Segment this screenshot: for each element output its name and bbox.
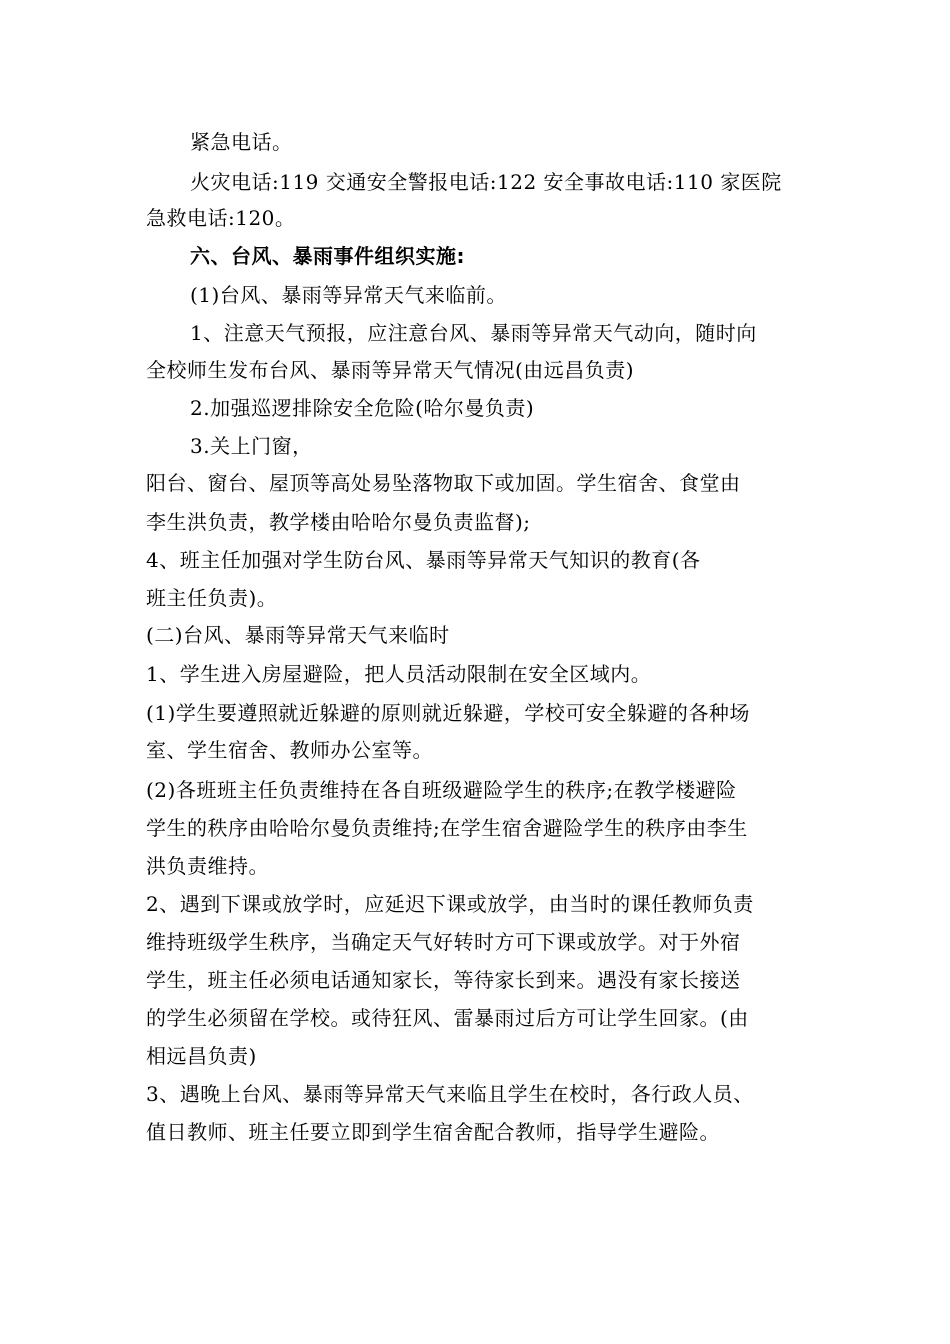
text-line-item-1a: 1、注意天气预报，应注意台风、暴雨等异常天气动向，随时向 — [190, 321, 757, 345]
text-line-phone-numbers: 火灾电话:119 交通安全警报电话:122 安全事故电话:110 家医院 — [190, 170, 782, 194]
text-line-item-3-night-a: 3、遇晚上台风、暴雨等异常天气来临且学生在校时，各行政人员、 — [146, 1082, 754, 1106]
text-line-sub-2a: (2)各班班主任负责维持在各自班级避险学生的秩序;在教学楼避险 — [146, 778, 737, 802]
text-line-ambulance: 急救电话:120。 — [146, 206, 296, 230]
text-line-item-2-class-d: 的学生必须留在学校。或待狂风、雷暴雨过后方可让学生回家。(由 — [146, 1006, 749, 1030]
text-line-sub-2c: 洪负责维持。 — [146, 854, 269, 878]
text-line-item-2-class-a: 2、遇到下课或放学时，应延迟下课或放学，由当时的课任教师负责 — [146, 892, 754, 916]
section-heading-typhoon: 六、台风、暴雨事件组织实施: — [190, 244, 465, 268]
text-line-item-2-class-c: 学生，班主任必须电话通知家长，等待家长到来。遇没有家长接送 — [146, 968, 741, 992]
text-line-shelter-1: 1、学生进入房屋避险，把人员活动限制在安全区域内。 — [146, 662, 652, 686]
text-line-item-4: 4、班主任加强对学生防台风、暴雨等异常天气知识的教育(各 — [146, 548, 701, 572]
text-line-emergency-title: 紧急电话。 — [190, 130, 293, 154]
text-line-sub-2b: 学生的秩序由哈哈尔曼负责维持;在学生宿舍避险学生的秩序由李生 — [146, 816, 748, 840]
text-line-item-3: 3.关上门窗， — [190, 434, 313, 458]
text-line-before-weather: (1)台风、暴雨等异常天气来临前。 — [190, 283, 507, 307]
text-line-sub-1b: 室、学生宿舍、教师办公室等。 — [146, 738, 433, 762]
text-line-item-3-night-b: 值日教师、班主任要立即到学生宿舍配合教师，指导学生避险。 — [146, 1120, 720, 1144]
text-line-sub-1a: (1)学生要遵照就近躲避的原则就近躲避，学校可安全躲避的各种场 — [146, 701, 750, 725]
text-line-item-3b: 阳台、窗台、屋顶等高处易坠落物取下或加固。学生宿舍、食堂由 — [146, 471, 741, 495]
text-line-during-weather: (二)台风、暴雨等异常天气来临时 — [146, 623, 450, 647]
text-line-item-2-class-e: 相远昌负责) — [146, 1044, 257, 1068]
text-line-item-4b: 班主任负责)。 — [146, 586, 278, 610]
text-line-item-1b: 全校师生发布台风、暴雨等异常天气情况(由远昌负责) — [146, 358, 635, 382]
text-line-item-2: 2.加强巡逻排除安全危险(哈尔曼负责) — [190, 396, 535, 420]
text-line-item-2-class-b: 维持班级学生秩序，当确定天气好转时方可下课或放学。对于外宿 — [146, 930, 741, 954]
text-line-item-3c: 李生洪负责，教学楼由哈哈尔曼负责监督); — [146, 510, 531, 534]
